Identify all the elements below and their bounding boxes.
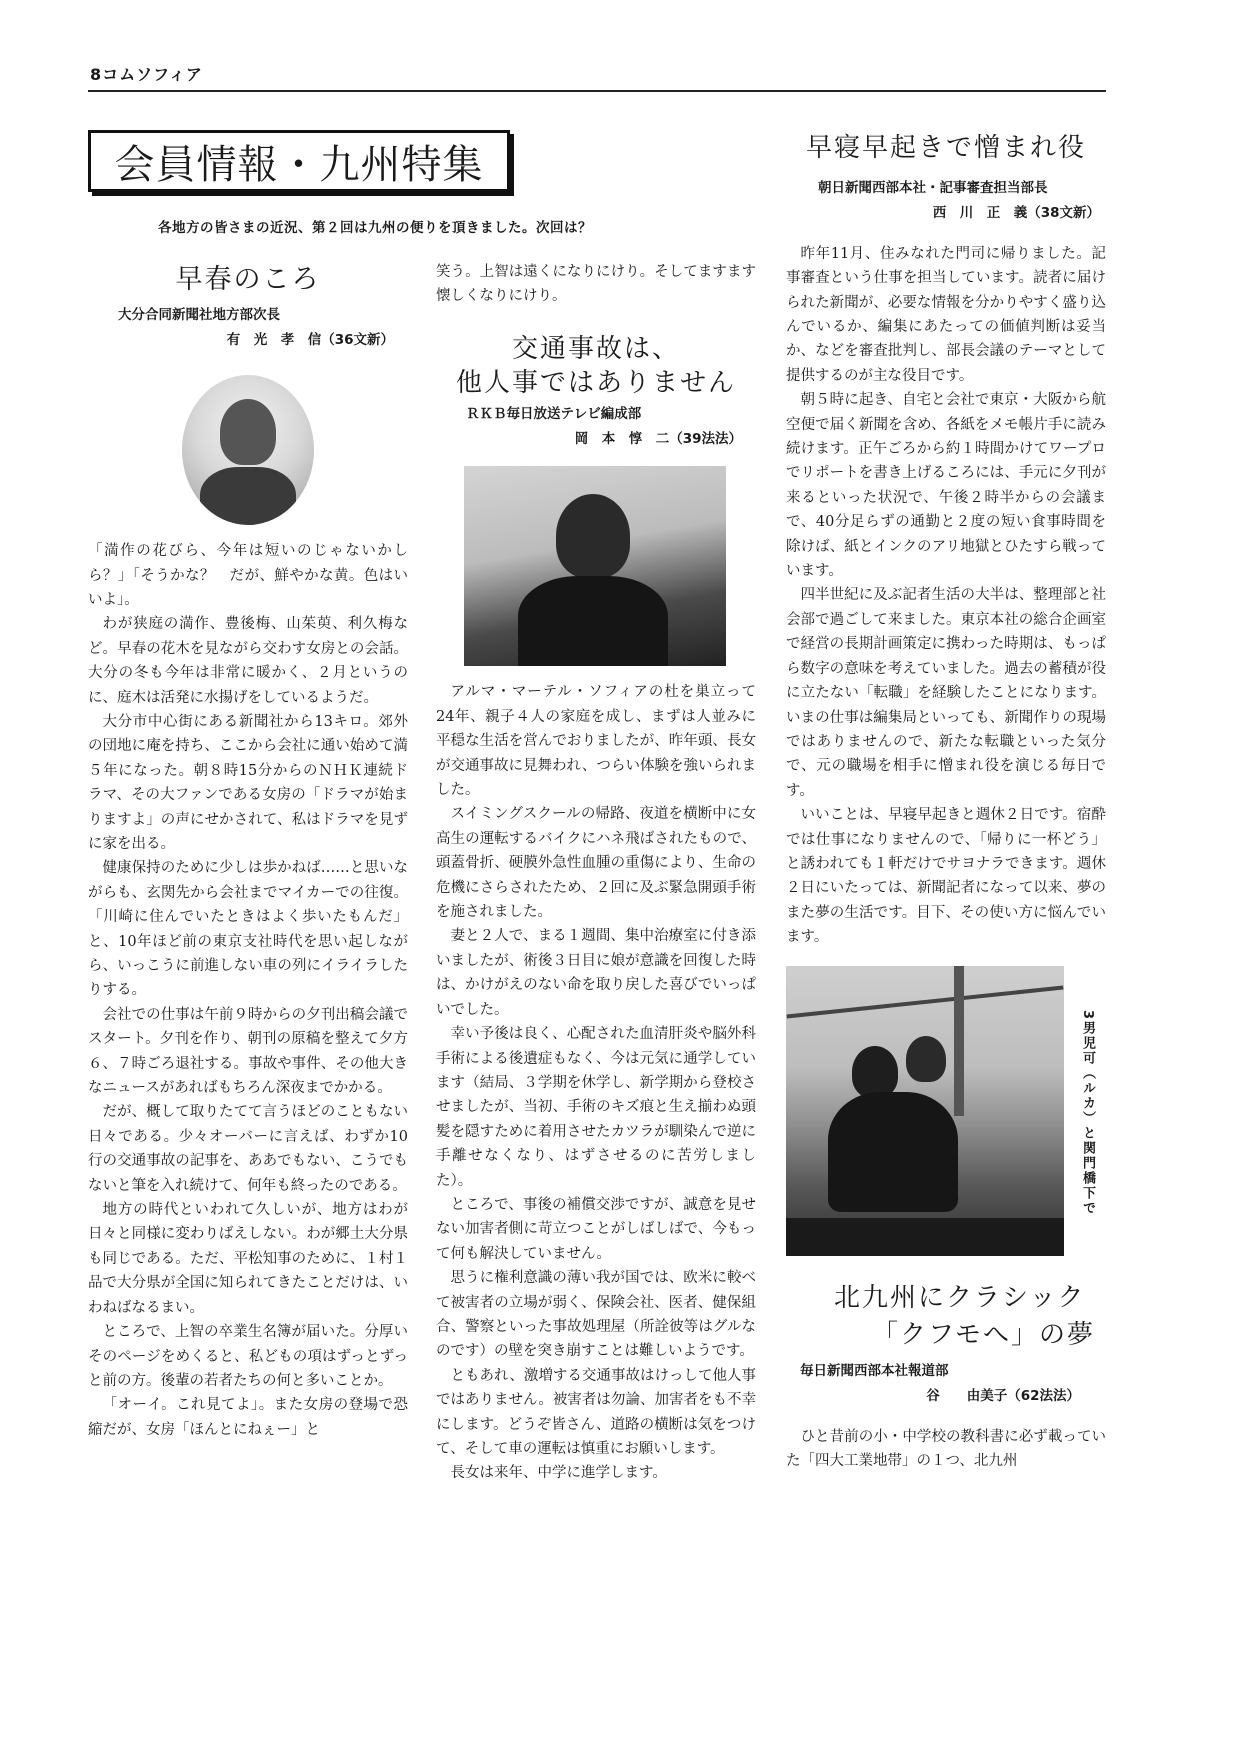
- byline: [786, 176, 1106, 226]
- photo-caption: 3男児可（ルカ）と関門橋下で: [1080, 1009, 1095, 1216]
- paragraph: 昨年11月、住みなれた門司に帰りました。記事審査という仕事を担当しています。読者に届けられた新聞が、必要な情報を分かりやすく盛り込んでいるか、編集にあたっての価値判断は妥当か、などを審査批判し、部長会議のテーマとして提供するのが主な役目です。: [786, 245, 1106, 384]
- article-title: 早春のころ: [175, 264, 321, 295]
- article-title-line: 「クフモへ」の夢: [872, 1320, 1095, 1351]
- article-continuation: [436, 260, 756, 309]
- paragraph: 地方の時代といわれて久しいが、地方はわが日々と同様に変わりばえしない。わが郷土大分県も同じである。ただ、平松知事のために、１村１品で大分県が全国に知られてきたことだけは、いわねばなるまい。: [88, 1202, 408, 1316]
- page-header: 8コムソフィア: [90, 65, 203, 84]
- article-early-spring: [88, 260, 408, 1442]
- paragraph: アルマ・マーテル・ソフィアの杜を巣立って24年、親子４人の家庭を成し、まずは人並みに平穏な生活を営んでおりましたが、昨年頭、長女が交通事故に見舞われ、つらい体験を強いられました。: [436, 684, 756, 799]
- bridge-family-photo: [786, 966, 1064, 1256]
- author-affiliation: 朝日新聞西部本社・記事審査担当部長: [818, 179, 1048, 196]
- paragraph: 四半世紀に及ぶ記者生活の大半は、整理部と社会部で過ごして来ました。東京本社の総合企画室で経営の長期計画策定に携わった時期は、もっぱら数字の意味を考えていました。過去の蓄積が役に立たない「転職」を経験したことになります。いまの仕事は編集局といっても、新聞作りの現場ではありませんので、新たな転職といった気分で、元の職場を相手に憎まれ役を演じる毎日です。: [786, 587, 1106, 799]
- header-rule: [88, 90, 1106, 92]
- author-portrait-photo: [182, 375, 314, 525]
- paragraph: 妻と２人で、まる１週間、集中治療室に付き添いましたが、術後３日目に娘が意識を回復した時は、かけがえのない命を取り戻した喜びでいっぱいでした。: [436, 928, 756, 1018]
- author-affiliation: ＲＫＢ毎日放送テレビ編成部: [466, 406, 642, 423]
- paragraph: わが狭庭の満作、豊後梅、山茱萸、利久梅など。早春の花木を見ながら交わす女房との会話。大分の冬も今年は非常に暖かく、２月というのに、庭木は活発に水揚げをしているようだ。: [88, 616, 408, 706]
- paragraph: 長女は来年、中学に進学します。: [450, 1465, 667, 1482]
- article-title: 早寝早起きで憎まれ役: [805, 133, 1086, 163]
- author-name: 岡 本 惇 二（39法法）: [574, 431, 742, 448]
- paragraph: 幸い予後は良く、心配された血清肝炎や脳外科手術による後遺症もなく、今は元気に通学しています（結局、３学期を休学し、新学期から登校させましたが、当初、手術のキズ痕と生え揃わぬ頭髪を隠すために着用させたカツラが馴染んで逆に手離せなくなり、はずさせるのに苦労しました）。: [436, 1026, 756, 1189]
- author-affiliation: 毎日新聞西部本社報道部: [800, 1362, 949, 1379]
- author-photo: [464, 466, 726, 666]
- article-body: [786, 1425, 1106, 1474]
- section-title: 会員情報・九州特集: [114, 141, 484, 188]
- paragraph: スイミングスクールの帰路、夜道を横断中に女高生の運転するバイクにハネ飛ばされたもので、頭蓋骨折、硬膜外急性血腫の重傷により、生命の危機にさらされたため、２回に及ぶ緊急開頭手術を施されました。: [436, 806, 756, 921]
- paragraph: 「満作の花びら、今年は短いのじゃないかしら？」「そうかな？ だが、鮮やかな黄。色はいいよ」。: [88, 543, 408, 608]
- paragraph: 大分市中心街にある新聞社から13キロ。郊外の団地に庵を持ち、ここから会社に通い始めて満５年になった。朝８時15分からのＮＨＫ連続ドラマ、その大ファンである女房の「ドラマが始まりますよ」の声にせかされて、私はドラマを見ずに家を出る。: [88, 713, 408, 852]
- paragraph: 健康保持のために少しは歩かねば……と思いながらも、玄関先から会社までマイカーでの往復。「川崎に住んでいたときはよく歩いたもんだ」と、10年ほど前の東京支社時代を思い起しながら、いっこうに前進しない車の列にイライラしたりする。: [88, 860, 408, 999]
- section-intro: 各地方の皆さまの近況、第２回は九州の便りを頂きました。次回は？: [158, 220, 592, 236]
- article-body: [786, 242, 1106, 950]
- paragraph: だが、概して取りたてて言うほどのこともない日々である。少々オーバーに言えば、わずか10行の交通事故の記事を、ああでもない、こうでもないと筆を入れ続けて、何年も終ったのである。: [88, 1104, 408, 1194]
- article-title-line: 交通事故は、: [511, 333, 680, 364]
- author-name: 谷 由美子（62法法）: [926, 1387, 1080, 1404]
- author-affiliation: 大分合同新聞社地方部次長: [118, 307, 280, 324]
- byline: [786, 1359, 1106, 1409]
- paragraph: いいことは、早寝早起きと週休２日です。宿酔では仕事になりませんので、「帰りに一杯どう」と誘われても１軒だけでサヨナラできます。週休２日にいたっては、新聞記者になって以来、夢のまた夢の生活です。目下、その使い方に悩んでいます。: [786, 807, 1106, 946]
- paragraph: 会社での仕事は午前９時からの夕刊出稿会議でスタート。夕刊を作り、朝刊の原稿を整えて夕方６、７時ごろ退社する。事故や事件、その他大きなニュースがあればもちろん深夜までかかる。: [88, 1006, 408, 1097]
- photo-block: [786, 966, 1106, 1260]
- section-title-box: [88, 130, 510, 192]
- paragraph: 思うに権利意識の薄い我が国では、欧米に較べて被害者の立場が弱く、保険会社、医者、健保組合、警察といった事故処理屋（所詮彼等はグルなのです）の壁を突き崩すことは難しいようです。: [436, 1270, 756, 1360]
- article-early-riser: [786, 132, 1106, 1474]
- paragraph: 朝５時に起き、自宅と会社で東京・大阪から航空便で届く新聞を含め、各紙をメモ帳片手に読み続けます。正午ごろから約１時間かけてワープロでリポートを書き上げるころには、手元に夕刊が来るといった状況で、午後２時半からの会議まで、40分足らずの通勤と２度の短い食事時間を除けば、紙とインクのアリ地獄とひたすら戦っています。: [786, 392, 1106, 580]
- article-body: [436, 680, 756, 1485]
- paragraph: 笑う。上智は遠くになりにけり。そしてますます懐しくなりにけり。: [436, 264, 756, 305]
- paragraph: ひと昔前の小・中学校の教科書に必ず載っていた「四大工業地帯」の１つ、北九州: [786, 1428, 1106, 1470]
- byline: [436, 402, 756, 452]
- paragraph: ともあれ、激増する交通事故はけっして他人事ではありません。被害者は勿論、加害者をも不幸にします。どうぞ皆さん、道路の横断は気をつけて、そして車の運転は慎重にお願いします。: [436, 1367, 756, 1457]
- author-name: 有 光 孝 信（36文新）: [226, 332, 394, 349]
- byline: [88, 303, 408, 353]
- author-name: 西 川 正 義（38文新）: [932, 204, 1100, 221]
- paragraph: ところで、事後の補償交渉ですが、誠意を見せない加害者側に苛立つことがしばしばで、今もって何も解決していません。: [436, 1196, 756, 1262]
- paragraph: 「オーイ。これ見てよ」。また女房の登場で恐縮だが、女房「ほんとにねぇー」と: [88, 1397, 408, 1438]
- article-title: [436, 333, 756, 401]
- article-title-line: 他人事ではありません: [455, 367, 736, 398]
- article-title: [786, 1280, 1106, 1355]
- article-title-line: 北九州にクラシック: [834, 1282, 1086, 1313]
- article-body: [88, 539, 408, 1442]
- paragraph: ところで、上智の卒業生名簿が届いた。分厚いそのページをめくると、私どもの項はずっとずっと前の方。後輩の若者たちの何と多いことか。: [88, 1324, 408, 1389]
- article-traffic-accident: [436, 260, 756, 1486]
